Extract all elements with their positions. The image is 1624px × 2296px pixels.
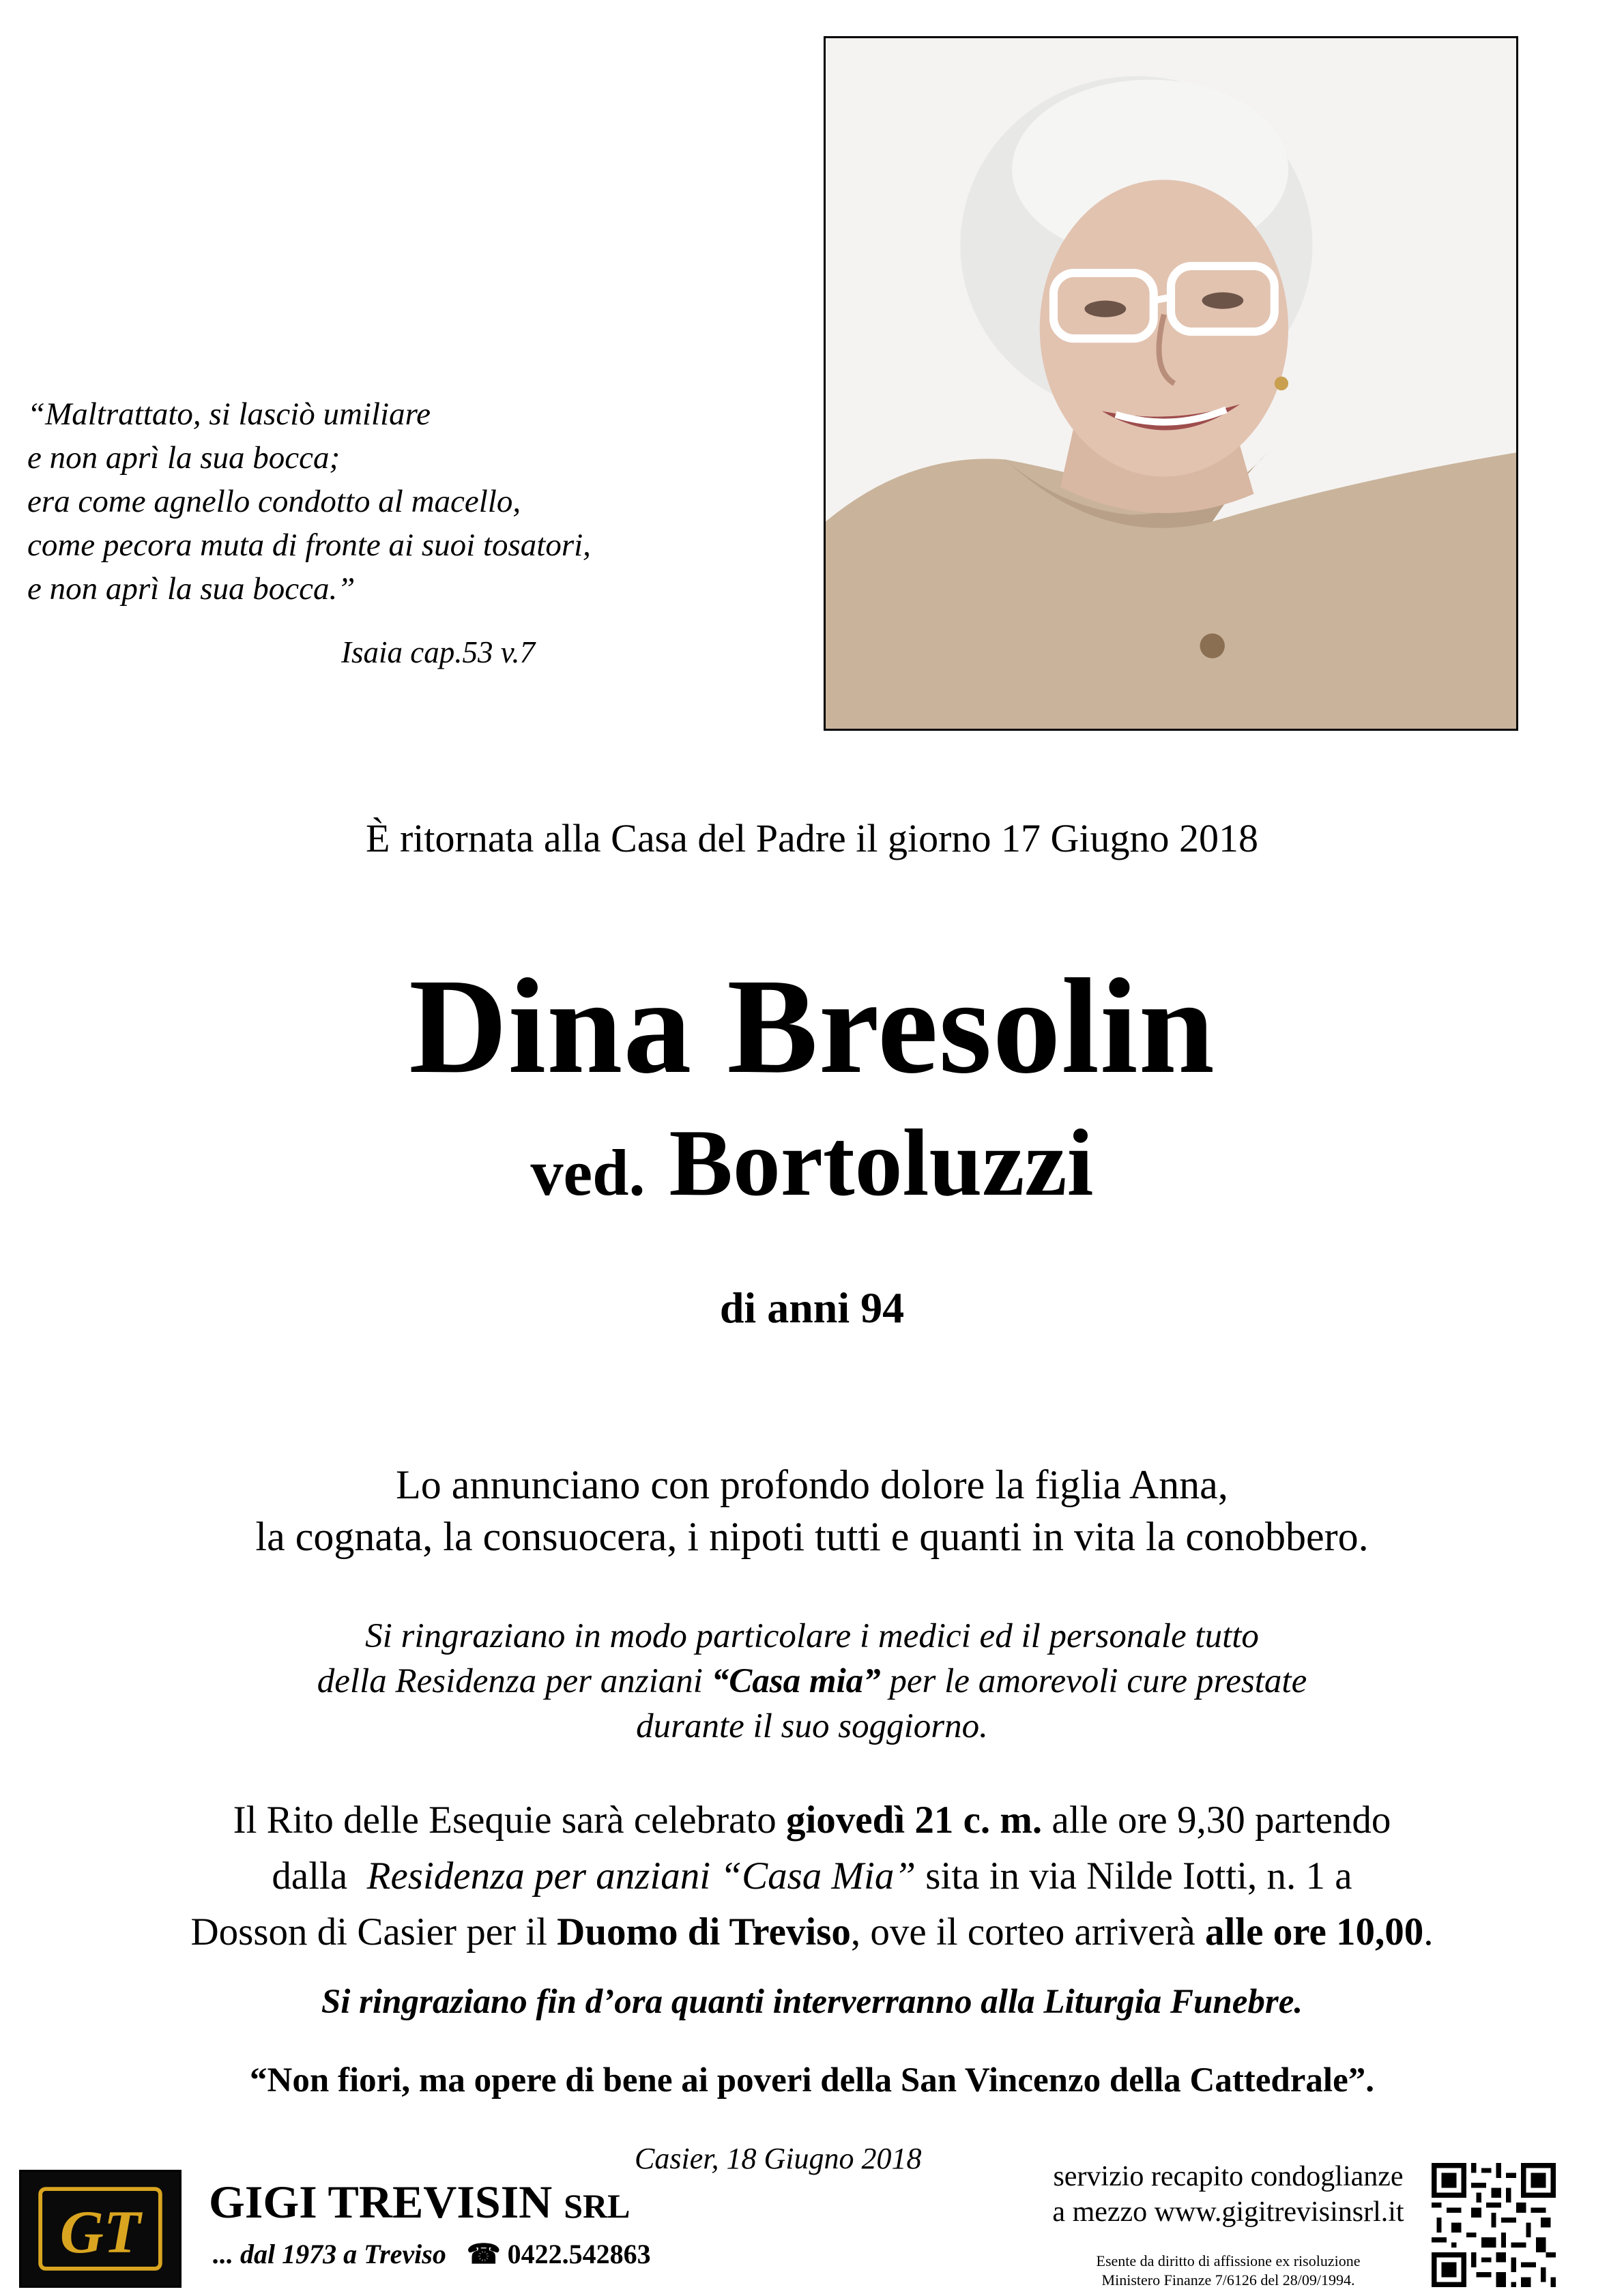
portrait-photo bbox=[824, 36, 1518, 731]
thanks-line: durante il suo soggiorno. bbox=[636, 1707, 988, 1745]
brand-name: GIGI TREVISIN bbox=[209, 2176, 553, 2228]
rite-line bbox=[0, 1848, 1624, 1904]
rite-text: , ove il corteo arriverà bbox=[850, 1910, 1205, 1953]
service-url: a mezzo www.gigitrevisinsrl.it bbox=[1052, 2196, 1404, 2228]
announcement bbox=[0, 1459, 1624, 1563]
married-name: Bortoluzzi bbox=[669, 1110, 1094, 1216]
since-text: ... dal 1973 a Treviso bbox=[213, 2239, 446, 2269]
exemption-note bbox=[955, 2252, 1501, 2290]
thanks-care bbox=[0, 1614, 1624, 1749]
married-name-line bbox=[0, 1109, 1624, 1227]
service-line: servizio recapito condoglianze bbox=[1053, 2161, 1404, 2192]
ved-prefix: ved. bbox=[530, 1136, 646, 1209]
bible-quote bbox=[27, 392, 751, 611]
rite-line bbox=[0, 1904, 1624, 1960]
exempt-line: Esente da diritto di affissione ex risoluzione bbox=[1096, 2252, 1361, 2269]
company-logo bbox=[19, 2170, 182, 2288]
rite-text: . bbox=[1423, 1910, 1434, 1953]
quote-line: e non aprì la sua bocca.” bbox=[27, 571, 356, 607]
rite-residence: Residenza per anziani “Casa Mia” bbox=[366, 1855, 916, 1898]
funeral-rite bbox=[0, 1792, 1624, 1960]
flowers-note: “Non fiori, ma opere di bene ai poveri della San Vincenzo della Cattedrale”. bbox=[250, 2061, 1374, 2099]
rite-date: giovedì 21 c. m. bbox=[785, 1799, 1043, 1842]
rite-text: Il Rito delle Esequie sarà celebrato bbox=[233, 1799, 786, 1842]
company-name bbox=[209, 2175, 630, 2229]
rite-time: alle ore 10,00 bbox=[1204, 1910, 1424, 1953]
portrait-image bbox=[826, 38, 1516, 729]
brand-suffix: SRL bbox=[564, 2187, 630, 2225]
announcement-line: la cognata, la consuocera, i nipoti tutti e quanti in vita la conobbero. bbox=[255, 1514, 1369, 1559]
exempt-line: Ministero Finanze 7/6126 del 28/09/1994. bbox=[1101, 2271, 1355, 2288]
residence-name: “Casa mia” bbox=[711, 1662, 881, 1700]
quote-reference: Isaia cap.53 v.7 bbox=[341, 635, 536, 669]
rite-line bbox=[0, 1792, 1624, 1848]
rite-church: Duomo di Treviso bbox=[557, 1910, 851, 1953]
quote-line: e non aprì la sua bocca; bbox=[27, 440, 340, 476]
logo-text: GT bbox=[59, 2198, 141, 2266]
intro-text: È ritornata alla Casa del Padre il giorno 17 Giugno 2018 bbox=[366, 816, 1258, 860]
condolence-service bbox=[955, 2159, 1501, 2230]
date-place: Casier, 18 Giugno 2018 bbox=[635, 2142, 922, 2175]
rite-text: Dosson di Casier per il bbox=[190, 1910, 557, 1953]
company-info bbox=[213, 2238, 651, 2270]
logo-mark bbox=[21, 2172, 179, 2286]
thanks-text: della Residenza per anziani bbox=[317, 1662, 712, 1700]
telephone-icon: ☎ bbox=[466, 2239, 501, 2269]
quote-line: era come agnello condotto al macello, bbox=[27, 484, 521, 519]
deceased-name: Dina Bresolin bbox=[409, 951, 1215, 1102]
rite-text: dalla bbox=[272, 1855, 367, 1898]
phone-number: 0422.542863 bbox=[507, 2239, 651, 2269]
thanks-text: per le amorevoli cure prestate bbox=[880, 1662, 1307, 1700]
qr-code-icon bbox=[1432, 2163, 1556, 2287]
rite-text: alle ore 9,30 partendo bbox=[1042, 1799, 1391, 1842]
quote-line: come pecora muta di fronte ai suoi tosatori, bbox=[27, 527, 591, 563]
rite-text: sita in via Nilde Iotti, n. 1 a bbox=[916, 1855, 1352, 1898]
quote-line: “Maltrattato, si lasciò umiliare bbox=[27, 396, 431, 432]
thanks-line bbox=[0, 1659, 1624, 1704]
age: di anni 94 bbox=[719, 1283, 905, 1332]
thanks-liturgy: Si ringraziano fin d’ora quanti interverranno alla Liturgia Funebre. bbox=[321, 1983, 1303, 2021]
qr-code bbox=[1432, 2163, 1556, 2287]
thanks-line: Si ringraziano in modo particolare i medici ed il personale tutto bbox=[365, 1617, 1259, 1655]
announcement-line: Lo annunciano con profondo dolore la figlia Anna, bbox=[396, 1462, 1228, 1507]
